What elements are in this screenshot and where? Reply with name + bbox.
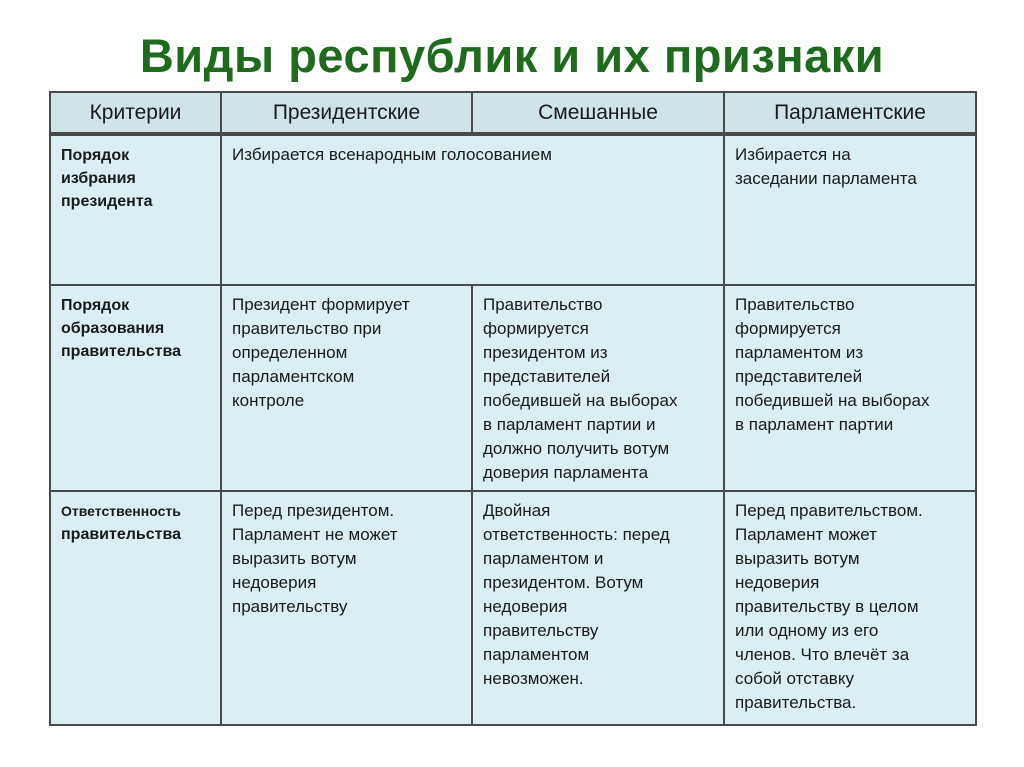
cell-line: правительства.	[735, 693, 857, 712]
cell-line: членов. Что влечёт за	[735, 645, 910, 664]
cell-line: формируется	[483, 319, 589, 338]
criterion-cell	[50, 134, 221, 285]
criterion-line: Ответственность	[61, 503, 181, 519]
cell-line: Парламент может	[735, 525, 877, 544]
cell-line: ответственность: перед	[483, 525, 670, 544]
cell-line: правительство при	[232, 319, 382, 338]
page-title: Виды республик и их признаки	[139, 29, 885, 82]
cell-line: Перед президентом.	[232, 501, 395, 520]
table-row	[50, 134, 976, 285]
cell-line: доверия парламента	[483, 463, 649, 482]
cell-line: парламентом из	[735, 343, 864, 362]
criterion-line: президента	[61, 193, 153, 210]
criterion-line: Порядок	[61, 147, 130, 164]
header-mixed: Смешанные	[472, 92, 724, 134]
cell-line: президентом из	[483, 343, 608, 362]
cell-line: должно получить вотум	[483, 439, 670, 458]
parliamentary-cell	[724, 491, 976, 725]
cell-line: правительству в целом	[735, 597, 919, 616]
parliamentary-cell	[724, 134, 976, 285]
cell-line: Парламент не может	[232, 525, 398, 544]
criterion-cell	[50, 491, 221, 725]
criterion-line: правительства	[61, 343, 181, 360]
cell-line: Двойная	[483, 501, 551, 520]
presidential-mixed-cell	[221, 134, 724, 285]
header-parliamentary: Парламентские	[724, 92, 976, 134]
cell-line: недоверия	[232, 573, 317, 592]
table-row	[50, 285, 976, 491]
cell-line: правительству	[232, 597, 348, 616]
cell-line: победившей на выборах	[735, 391, 930, 410]
criterion-line: образования	[61, 320, 165, 337]
cell-line: Правительство	[735, 295, 855, 314]
cell-line: выразить вотум	[232, 549, 357, 568]
table-row	[50, 491, 976, 725]
presidential-cell	[221, 285, 472, 491]
cell-line: представителей	[735, 367, 863, 386]
cell-line: выразить вотум	[735, 549, 860, 568]
cell-line: Перед правительством.	[735, 501, 923, 520]
cell-line: контроле	[232, 391, 305, 410]
cell-line: парламентом	[483, 645, 590, 664]
cell-line: в парламент партии	[735, 415, 894, 434]
cell-line: Президент формирует	[232, 295, 410, 314]
cell-line: правительству	[483, 621, 599, 640]
cell-line: заседании парламента	[735, 169, 917, 188]
cell-line: парламентом и	[483, 549, 604, 568]
cell-line: формируется	[735, 319, 841, 338]
mixed-cell	[472, 491, 724, 725]
header-presidential: Президентские	[221, 92, 472, 134]
table-header-row	[50, 92, 976, 134]
cell-line: Избирается на	[735, 145, 851, 164]
cell-line: победившей на выборах	[483, 391, 678, 410]
mixed-cell	[472, 285, 724, 491]
cell-line: невозможен.	[483, 669, 584, 688]
criterion-line: правительства	[61, 526, 181, 543]
header-criteria: Критерии	[50, 92, 221, 134]
cell-line: недоверия	[735, 573, 820, 592]
presidential-cell	[221, 491, 472, 725]
cell-line: Правительство	[483, 295, 603, 314]
cell-line: определенном	[232, 343, 348, 362]
parliamentary-cell	[724, 285, 976, 491]
cell-line: в парламент партии и	[483, 415, 656, 434]
cell-line: президентом. Вотум	[483, 573, 644, 592]
cell-line: собой отставку	[735, 669, 854, 688]
cell-line: парламентском	[232, 367, 355, 386]
criterion-line: Порядок	[61, 297, 130, 314]
criterion-line: избрания	[61, 170, 136, 187]
republics-table	[49, 91, 977, 726]
cell-line: недоверия	[483, 597, 568, 616]
criterion-cell	[50, 285, 221, 491]
cell-line: представителей	[483, 367, 611, 386]
cell-line: или одному из его	[735, 621, 879, 640]
cell-line: Избирается всенародным голосованием	[232, 145, 552, 164]
